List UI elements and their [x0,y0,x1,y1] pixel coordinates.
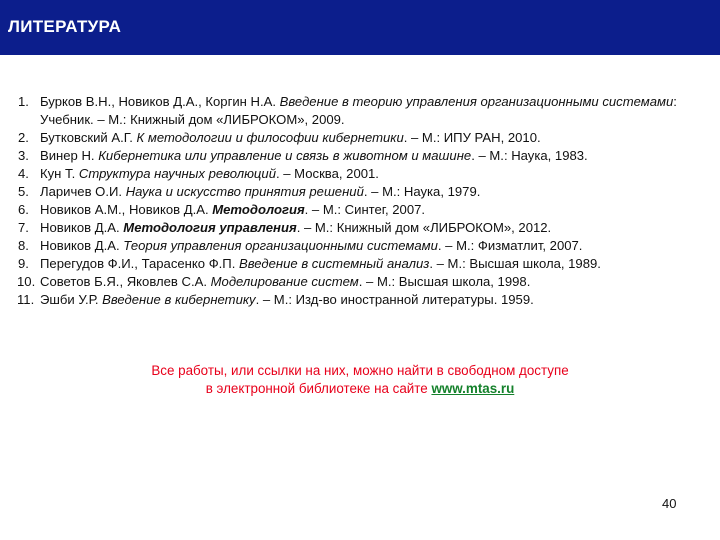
reference-item-3 [18,147,718,165]
reference-item-5 [18,183,718,201]
page-title: ЛИТЕРАТУРА [8,17,122,36]
reference-publication: . – М.: Изд-во иностранной литературы. 1959. [255,292,534,307]
reference-title: Введение в теорию управления организационными системами [279,94,674,109]
reference-author: Винер Н. [40,148,95,163]
reference-title: Наука и искусство принятия решений [125,184,364,199]
reference-title: Кибернетика или управление и связь в животном и машине [98,148,472,163]
reference-author: Ларичев О.И. [40,184,123,199]
page-number: 40 [662,496,677,511]
reference-author: Советов Б.Я., Яковлев С.А. [40,274,207,289]
reference-number: 4. [18,166,29,181]
reference-item-8 [18,237,718,255]
reference-number: 7. [18,220,29,235]
reference-publication: . – М.: Книжный дом «ЛИБРОКОМ», 2012. [296,220,552,235]
reference-author: Новиков А.М., Новиков Д.А. [40,202,209,217]
reference-publication: . – М.: ИПУ РАН, 2010. [403,130,541,145]
reference-publication: . – М.: Физматлит, 2007. [437,238,583,253]
reference-item-10 [18,273,718,291]
reference-publication: . – М.: Высшая школа, 1989. [429,256,601,271]
reference-publication: . – М.: Синтег, 2007. [304,202,426,217]
reference-title: Введение в кибернетику [102,292,256,307]
reference-item-11 [18,291,718,309]
reference-number: 1. [18,94,29,109]
reference-publication: : Учебник. – М.: Книжный дом «ЛИБРОКОМ», 2009. [40,94,677,127]
reference-item-2 [18,129,718,147]
reference-publication: . – М.: Наука, 1979. [363,184,481,199]
reference-publication: . – М.: Высшая школа, 1998. [358,274,531,289]
note-line-1: Все работы, или ссылки на них, можно найти в свободном доступе [151,363,569,378]
reference-title: Методология [212,202,305,217]
note-line-2 [0,380,720,398]
reference-item-4 [18,165,718,183]
reference-author: Эшби У.Р. [40,292,99,307]
reference-number: 5. [18,184,29,199]
reference-title: Методология управления [123,220,297,235]
reference-number: 9. [18,256,29,271]
reference-publication: . – М.: Наука, 1983. [471,148,588,163]
reference-title: Структура научных революций [78,166,276,181]
reference-author: Новиков Д.А. [40,238,120,253]
reference-publication: . – Москва, 2001. [275,166,379,181]
reference-list [18,93,718,309]
reference-author: Новиков Д.А. [40,220,120,235]
reference-item-9 [18,255,718,273]
reference-title: Введение в системный анализ [238,256,430,271]
reference-number: 10. [17,274,36,289]
reference-item-1 [18,93,718,129]
reference-number: 3. [18,148,29,163]
reference-author: Бурков В.Н., Новиков Д.А., Коргин Н.А. [40,94,277,109]
library-link[interactable]: www.mtas.ru [431,381,515,396]
note-line-2-text: в электронной библиотеке на сайте [205,381,432,396]
reference-item-6 [18,201,718,219]
title-bar [0,0,720,55]
reference-author: Бутковский А.Г. [40,130,133,145]
reference-number: 11. [17,292,35,307]
reference-author: Кун Т. [40,166,76,181]
reference-item-7 [18,219,718,237]
reference-number: 2. [18,130,29,145]
availability-note [0,362,720,398]
reference-number: 8. [18,238,29,253]
reference-number: 6. [18,202,29,217]
reference-title: Моделирование систем [210,274,359,289]
reference-author: Перегудов Ф.И., Тарасенко Ф.П. [40,256,236,271]
reference-title: К методологии и философии кибернетики [136,130,404,145]
reference-title: Теория управления организационными системами [123,238,438,253]
